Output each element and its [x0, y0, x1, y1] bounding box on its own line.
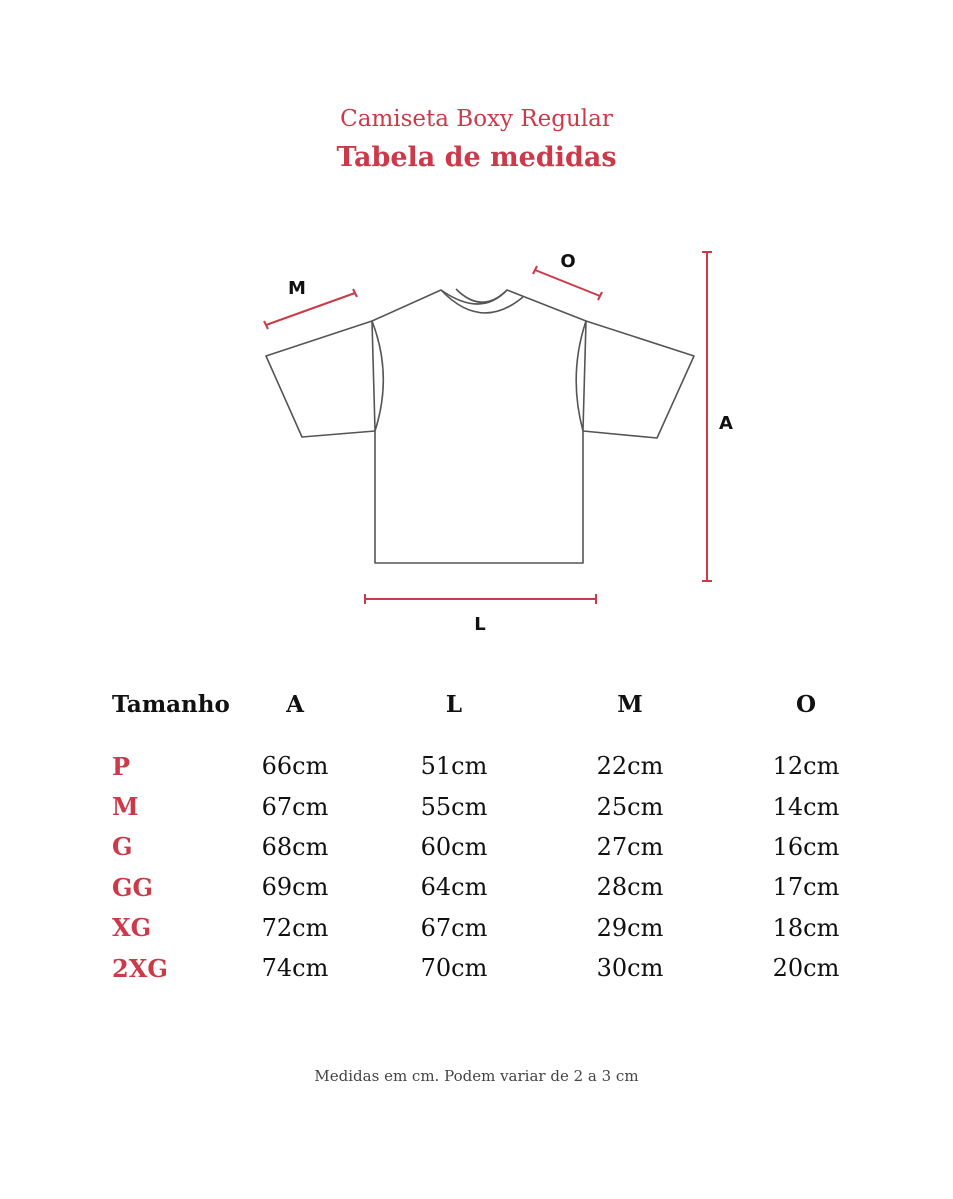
tshirt-outline [266, 289, 694, 563]
cell-m: 25cm [596, 792, 664, 821]
cell-o: 14cm [772, 792, 840, 821]
cell-l: 60cm [420, 832, 488, 861]
footnote: Medidas em cm. Podem variar de 2 a 3 cm [314, 1067, 639, 1085]
header-m: M [617, 690, 643, 718]
table-row [112, 908, 917, 948]
size-table [112, 682, 917, 988]
cell-o: 16cm [772, 832, 840, 861]
cell-m: 27cm [596, 832, 664, 861]
product-name: Camiseta Boxy Regular [340, 106, 613, 132]
table-row [112, 746, 917, 786]
cell-m: 28cm [596, 873, 664, 902]
size-cell: M [112, 792, 139, 822]
label-o: O [560, 251, 576, 272]
cell-l: 70cm [420, 954, 488, 983]
size-cell: GG [112, 872, 153, 902]
header-o: O [795, 690, 817, 718]
table-row [112, 786, 917, 826]
header-l: L [445, 690, 463, 718]
cell-o: 20cm [772, 954, 840, 983]
header-a: A [286, 690, 304, 718]
cell-l: 55cm [420, 792, 488, 821]
label-a: A [719, 413, 733, 434]
cell-l: 64cm [420, 873, 488, 902]
cell-a: 68cm [261, 832, 329, 861]
size-cell: P [112, 751, 131, 781]
table-row [112, 867, 917, 907]
page-title: Tabela de medidas [336, 142, 617, 173]
cell-o: 18cm [772, 913, 840, 942]
table-header-row [112, 682, 917, 726]
table-row [112, 827, 917, 867]
cell-a: 74cm [261, 954, 329, 983]
size-cell: 2XG [112, 953, 168, 983]
header-size: Tamanho [112, 690, 230, 718]
cell-m: 22cm [596, 752, 664, 781]
measure-line-l [365, 594, 596, 604]
cell-o: 12cm [772, 752, 840, 781]
cell-a: 69cm [261, 873, 329, 902]
label-m: M [288, 278, 306, 299]
label-l: L [474, 614, 486, 635]
cell-a: 67cm [261, 792, 329, 821]
table-row [112, 948, 917, 988]
cell-o: 17cm [772, 873, 840, 902]
cell-l: 67cm [420, 913, 488, 942]
cell-l: 51cm [420, 752, 488, 781]
measure-line-a [702, 252, 712, 581]
cell-a: 66cm [261, 752, 329, 781]
size-cell: XG [112, 913, 152, 943]
cell-m: 30cm [596, 954, 664, 983]
cell-m: 29cm [596, 913, 664, 942]
size-cell: G [112, 832, 133, 862]
measure-line-m [264, 289, 357, 329]
cell-a: 72cm [261, 913, 329, 942]
